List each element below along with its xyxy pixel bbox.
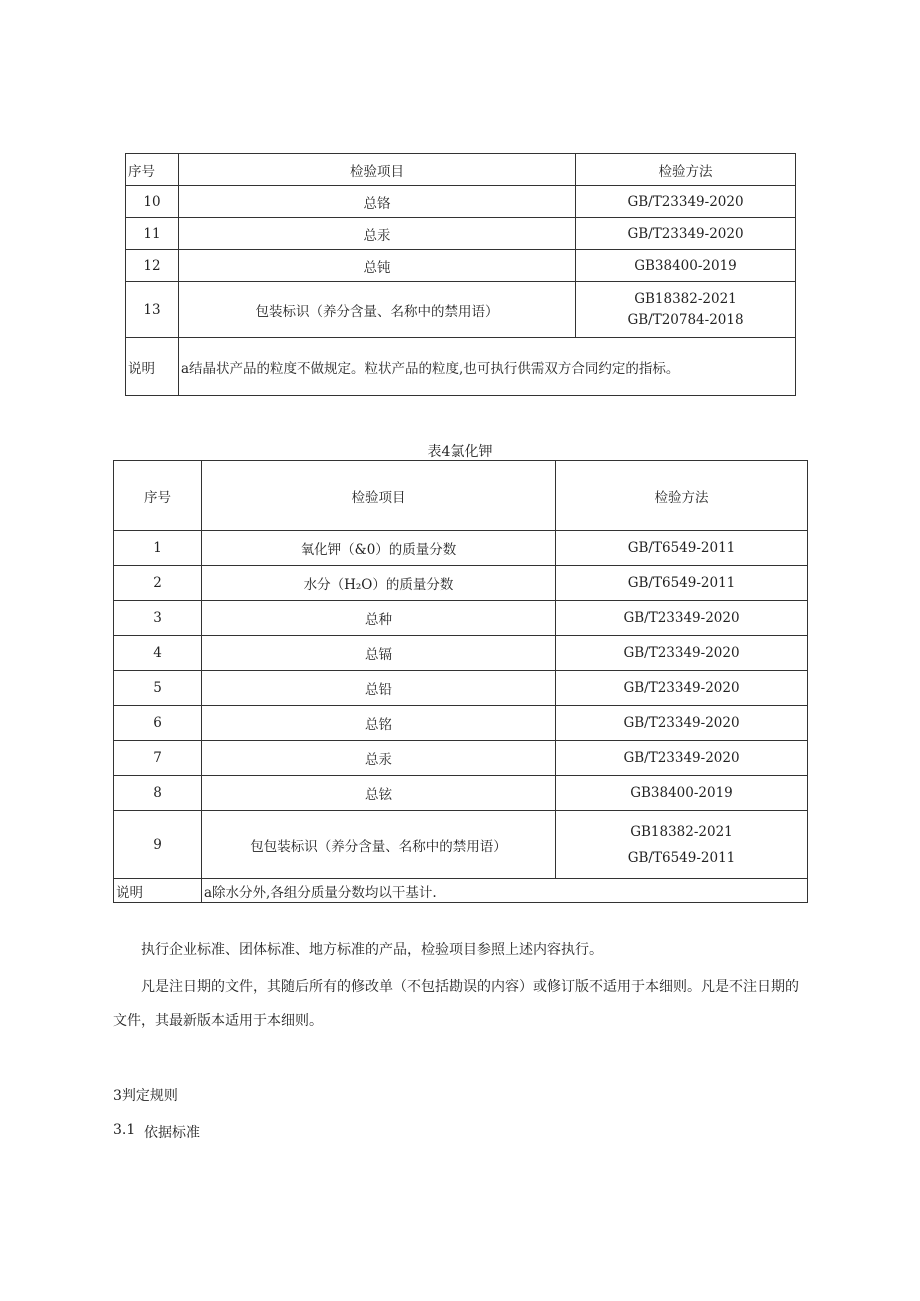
table-row — [126, 282, 796, 338]
header-item: 检验项目 — [202, 461, 556, 531]
table-row — [114, 601, 808, 636]
row-method: GB/T23349-2020 — [556, 671, 808, 706]
table-row — [126, 250, 796, 282]
paragraph: 凡是注日期的文件，其随后所有的修改单（不包括勘误的内容）或修订版不适用于本细则。凡是不注日期的文件，其最新版本适用于本细则。 — [113, 979, 799, 1029]
row-no: 9 — [114, 811, 202, 879]
row-no: 12 — [126, 250, 179, 282]
table-row — [114, 531, 808, 566]
row-no: 2 — [114, 566, 202, 601]
row-method: GB/T23349-2020 — [576, 218, 796, 250]
row-item: 氧化钾（&0）的质量分数 — [202, 531, 556, 566]
row-no: 5 — [114, 671, 202, 706]
row-no: 13 — [126, 282, 179, 338]
header-method: 检验方法 — [556, 461, 808, 531]
row-item: 总铉 — [202, 776, 556, 811]
row-method: GB/T23349-2020 — [556, 741, 808, 776]
note-text: a结晶状产品的粒度不做规定。粒状产品的粒度,也可执行供需双方合同约定的指标。 — [179, 338, 796, 396]
header-no: 序号 — [114, 461, 202, 531]
row-item: 水分（H₂O）的质量分数 — [202, 566, 556, 601]
table-row — [114, 811, 808, 879]
row-no: 3 — [114, 601, 202, 636]
row-method: GB/T23349-2020 — [576, 186, 796, 218]
row-no: 4 — [114, 636, 202, 671]
row-method — [556, 811, 808, 879]
table-2 — [113, 460, 808, 903]
row-method: GB/T23349-2020 — [556, 636, 808, 671]
paragraph: 执行企业标准、团体标准、地方标准的产品，检验项目参照上述内容执行。 — [141, 942, 603, 958]
method-line: GB/T20784-2018 — [627, 311, 744, 328]
row-no: 10 — [126, 186, 179, 218]
row-item: 包装标识（养分含量、名称中的禁用语） — [179, 282, 576, 338]
row-item: 总铬 — [179, 186, 576, 218]
table-1 — [125, 153, 796, 396]
table-row — [126, 218, 796, 250]
subsection-title: 依据标准 — [144, 1125, 200, 1141]
note-row — [114, 879, 808, 903]
row-item: 总钝 — [179, 250, 576, 282]
row-method: GB/T6549-2011 — [556, 531, 808, 566]
table-row — [126, 186, 796, 218]
header-no: 序号 — [126, 154, 179, 186]
row-item: 总汞 — [202, 741, 556, 776]
table-header-row — [114, 461, 808, 531]
note-label: 说明 — [114, 879, 202, 903]
table-row — [114, 741, 808, 776]
row-item: 总汞 — [179, 218, 576, 250]
table-row — [114, 706, 808, 741]
row-item: 包包装标识（养分含量、名称中的禁用语） — [202, 811, 556, 879]
row-method — [576, 282, 796, 338]
table-row — [114, 776, 808, 811]
row-item: 总种 — [202, 601, 556, 636]
row-no: 11 — [126, 218, 179, 250]
section-heading: 3判定规则 — [113, 1088, 178, 1104]
note-label: 说明 — [126, 338, 179, 396]
subsection-number: 3.1 — [113, 1122, 136, 1138]
row-method: GB/T23349-2020 — [556, 706, 808, 741]
method-line: GB18382-2021 — [630, 823, 733, 840]
header-item: 检验项目 — [179, 154, 576, 186]
row-item: 总铅 — [202, 671, 556, 706]
method-line: GB/T6549-2011 — [627, 849, 736, 866]
table-row — [114, 566, 808, 601]
method-line: GB18382-2021 — [634, 290, 737, 307]
row-method: GB38400-2019 — [576, 250, 796, 282]
row-method: GB/T6549-2011 — [556, 566, 808, 601]
row-method: GB38400-2019 — [556, 776, 808, 811]
note-row — [126, 338, 796, 396]
row-item: 总镉 — [202, 636, 556, 671]
header-method: 检验方法 — [576, 154, 796, 186]
row-no: 6 — [114, 706, 202, 741]
table-header-row — [126, 154, 796, 186]
note-text: a除水分外,各组分质量分数均以干基计. — [202, 879, 808, 903]
row-no: 7 — [114, 741, 202, 776]
row-no: 1 — [114, 531, 202, 566]
table-row — [114, 671, 808, 706]
row-method: GB/T23349-2020 — [556, 601, 808, 636]
row-no: 8 — [114, 776, 202, 811]
row-item: 总铭 — [202, 706, 556, 741]
table-2-caption: 表4氯化钾 — [427, 444, 493, 460]
table-row — [114, 636, 808, 671]
